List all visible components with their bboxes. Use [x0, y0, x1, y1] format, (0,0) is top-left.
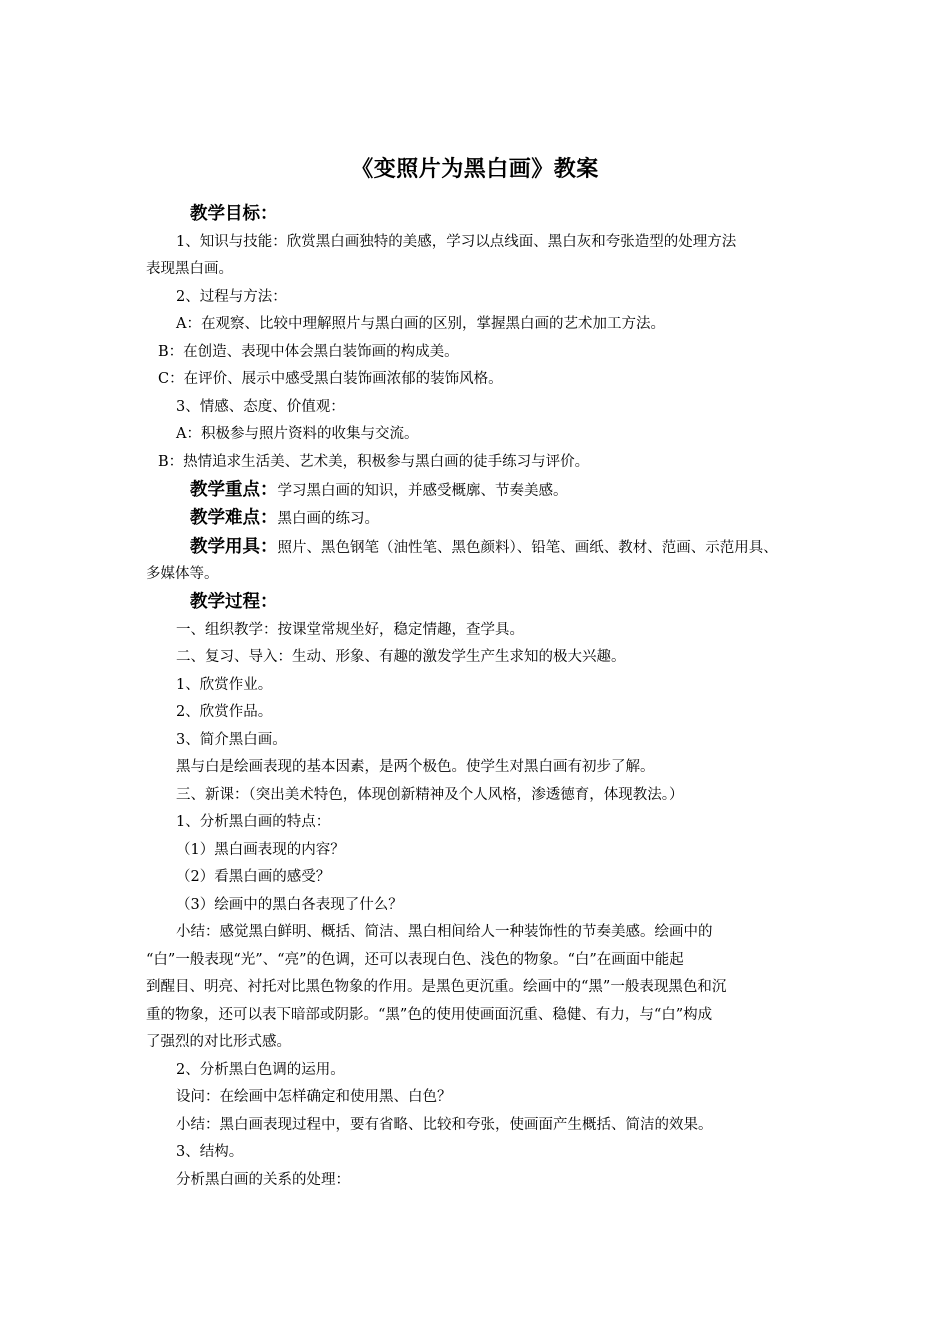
process-16: 分析黑白画的关系的处理：: [176, 1172, 350, 1188]
goal-2-a: A：在观察、比较中理解照片与黑白画的区别，掌握黑白画的艺术加工方法。: [176, 316, 665, 332]
process-3: 1、欣赏作业。: [176, 677, 273, 693]
process-9: （1）黑白画表现的内容？: [176, 842, 345, 858]
goal-1-line-a: 1、知识与技能：欣赏黑白画独特的美感，学习以点线面、黑白灰和夸张造型的处理方法: [176, 234, 737, 250]
teaching-tools-cont: 多媒体等。: [146, 566, 219, 582]
summary-line-3: 到醒目、明亮、衬托对比黑色物象的作用。是黑色更沉重。绘画中的“黑”一般表现黑色和沉: [146, 979, 727, 995]
process-15: 3、结构。: [176, 1144, 244, 1160]
process-5: 3、简介黑白画。: [176, 732, 287, 748]
goal-3: 3、情感、态度、价值观：: [176, 399, 345, 415]
summary-line-5: 了强烈的对比形式感。: [146, 1034, 291, 1050]
process-1: 一、组织教学：按课堂常规坐好，稳定情趣，查学具。: [176, 622, 524, 638]
key-points-label: 教学重点：: [190, 480, 278, 500]
process-10: （2）看黑白画的感受？: [176, 869, 331, 885]
goal-3-b: B：热情追求生活美、艺术美，积极参与黑白画的徒手练习与评价。: [158, 454, 590, 470]
goal-2: 2、过程与方法：: [176, 289, 287, 305]
key-points: [190, 480, 568, 501]
goal-2-c: C：在评价、展示中感受黑白装饰画浓郁的装饰风格。: [158, 371, 503, 387]
difficult-points-text: 黑白画的练习。: [277, 511, 379, 527]
summary-line-4: 重的物象，还可以表下暗部或阴影。“黑”色的使用使画面沉重、稳健、有力，与“白”构成: [146, 1007, 713, 1023]
difficult-points: [190, 508, 379, 529]
key-points-text: 学习黑白画的知识，并感受概廓、节奏美感。: [277, 483, 568, 499]
process-13: 设问：在绘画中怎样确定和使用黑、白色？: [176, 1089, 452, 1105]
teaching-tools-text: 照片、黑色钢笔（油性笔、黑色颜料）、铅笔、画纸、教材、范画、示范用具、: [277, 540, 778, 556]
goal-3-a: A：积极参与照片资料的收集与交流。: [176, 426, 419, 442]
summary-line-1: 小结：感觉黑白鲜明、概括、简洁、黑白相间给人一种装饰性的节奏美感。绘画中的: [176, 924, 713, 940]
goal-2-b: B：在创造、表现中体会黑白装饰画的构成美。: [158, 344, 459, 360]
process-12: 2、分析黑白色调的运用。: [176, 1062, 345, 1078]
document-title: 《变照片为黑白画》教案: [351, 157, 599, 182]
process-heading: 教学过程：: [190, 592, 278, 612]
goal-1-line-b: 表现黑白画。: [146, 261, 233, 277]
process-14: 小结：黑白画表现过程中，要有省略、比较和夸张，使画面产生概括、简洁的效果。: [176, 1117, 713, 1133]
process-11: （3）绘画中的黑白各表现了什么？: [176, 897, 403, 913]
process-6: 黑与白是绘画表现的基本因素，是两个极色。使学生对黑白画有初步了解。: [176, 759, 655, 775]
teaching-tools: [190, 537, 778, 558]
process-7: 三、新课：（突出美术特色，体现创新精神及个人风格，渗透德育，体现教法。）: [176, 787, 684, 803]
difficult-points-label: 教学难点：: [190, 508, 278, 528]
process-8: 1、分析黑白画的特点：: [176, 814, 331, 830]
process-2: 二、复习、导入：生动、形象、有趣的激发学生产生求知的极大兴趣。: [176, 649, 626, 665]
process-4: 2、欣赏作品。: [176, 704, 273, 720]
goals-heading: 教学目标：: [190, 204, 278, 224]
teaching-tools-label: 教学用具：: [190, 537, 278, 557]
summary-line-2: “白”一般表现“光”、“亮”的色调，还可以表现白色、浅色的物象。“白”在画面中能起: [146, 952, 684, 968]
